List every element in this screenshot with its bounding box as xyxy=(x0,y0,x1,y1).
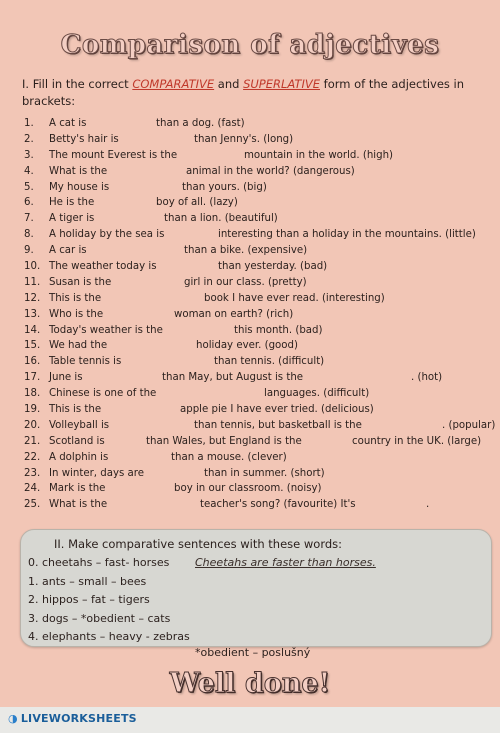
exercise1-item xyxy=(0,197,500,213)
item-text-continued: apple pie I have ever tried. (delicious) xyxy=(180,404,374,416)
exercise1-item xyxy=(0,356,500,372)
instr-superlative: SUPERLATIVE xyxy=(243,77,320,91)
item-text: Table tennis is xyxy=(49,356,122,368)
exercise1-instruction xyxy=(22,76,492,110)
vocab-note: *obedient – poslušný xyxy=(195,646,311,659)
item-text: This is the xyxy=(49,292,102,304)
instr-suffix: form of the adjectives in brackets: xyxy=(22,77,465,108)
exercise2-example-answer: Cheetahs are faster than horses. xyxy=(195,556,376,569)
item-number: 16. xyxy=(24,356,41,368)
exercise2-item-text: 3. dogs – *obedient – cats xyxy=(28,612,171,625)
item-text-continued: woman on earth? (rich) xyxy=(174,308,294,320)
item-text: The mount Everest is the xyxy=(49,149,178,161)
item-number: 17. xyxy=(24,372,41,384)
exercise1-item xyxy=(0,420,500,436)
item-text-continued: boy in our classroom. (noisy) xyxy=(174,483,322,495)
exercise1-item xyxy=(0,229,500,245)
item-text: What is the xyxy=(49,165,108,177)
exercise2-item xyxy=(28,575,483,588)
item-number: 14. xyxy=(24,324,41,336)
item-text-continued: than in summer. (short) xyxy=(204,467,325,479)
exercise1-list xyxy=(0,118,500,515)
exercise1-item xyxy=(0,213,500,229)
exercise1-item xyxy=(0,499,500,515)
instr-prefix: I. Fill in the correct xyxy=(22,77,133,91)
item-number: 1. xyxy=(24,118,34,129)
item-number: 22. xyxy=(24,451,41,463)
item-number: 11. xyxy=(24,276,41,288)
exercise2-item xyxy=(28,593,483,606)
item-text-continued: . xyxy=(426,499,430,511)
exercise1-item xyxy=(0,134,500,150)
brand-text: LIVEWORKSHEETS xyxy=(20,712,137,725)
item-text: What is the xyxy=(49,499,108,511)
item-text-continued: than a mouse. (clever) xyxy=(171,451,287,463)
item-text-continued: than yesterday. (bad) xyxy=(218,261,328,273)
item-text: Susan is the xyxy=(49,276,112,288)
liveworksheets-icon: ◑ xyxy=(8,712,18,725)
item-text-continued: book I have ever read. (interesting) xyxy=(204,292,385,304)
exercise1-item xyxy=(0,118,500,134)
item-text-continued: girl in our class. (pretty) xyxy=(184,276,307,288)
item-text: Volleyball is xyxy=(49,419,110,431)
exercise1-item xyxy=(0,452,500,468)
item-text: In winter, days are xyxy=(49,467,145,479)
exercise1-item xyxy=(0,166,500,182)
item-text-continued: than yours. (big) xyxy=(182,181,267,193)
item-text: Chinese is one of the xyxy=(49,388,157,400)
item-text: Betty's hair is xyxy=(49,133,119,145)
item-text-continued: languages. (difficult) xyxy=(264,388,370,400)
exercise1-item xyxy=(0,388,500,404)
item-number: 15. xyxy=(24,340,41,352)
item-text: June is xyxy=(49,372,83,384)
item-text-continued: than Jenny's. (long) xyxy=(194,133,294,145)
item-number: 4. xyxy=(24,165,34,177)
exercise2-item-text: 1. ants – small – bees xyxy=(28,575,147,588)
item-text: My house is xyxy=(49,181,110,193)
exercise1-item xyxy=(0,261,500,277)
item-number: 20. xyxy=(24,419,41,431)
exercise1-item xyxy=(0,436,500,452)
item-text-continued: . (popular) xyxy=(442,419,496,431)
instr-comparative: COMPARATIVE xyxy=(132,77,215,91)
item-text: A holiday by the sea is xyxy=(49,229,165,241)
item-number: 10. xyxy=(24,261,41,273)
exercise2-item-text: 4. elephants – heavy - zebras xyxy=(28,630,190,643)
item-text-continued: . (hot) xyxy=(411,372,443,384)
item-text-continued: interesting than a holiday in the mountains. (little) xyxy=(218,229,476,241)
exercise1-item xyxy=(0,309,500,325)
item-text: Mark is the xyxy=(49,483,106,495)
item-number: 19. xyxy=(24,404,41,416)
item-text: Who is the xyxy=(49,308,104,320)
item-number: 25. xyxy=(24,499,41,511)
exercise2-item xyxy=(28,556,483,569)
exercise1-item xyxy=(0,245,500,261)
exercise1-item xyxy=(0,325,500,341)
exercise2-item-text: 0. cheetahs – fast- horses xyxy=(28,556,170,569)
item-number: 3. xyxy=(24,149,34,161)
item-number: 9. xyxy=(24,245,34,257)
item-text: Scotland is xyxy=(49,435,105,447)
item-number: 8. xyxy=(24,229,34,241)
exercise1-item xyxy=(0,150,500,166)
item-number: 12. xyxy=(24,292,41,304)
liveworksheets-logo[interactable] xyxy=(8,712,137,725)
item-text-continued: this month. (bad) xyxy=(234,324,323,336)
exercise1-item xyxy=(0,182,500,198)
well-done-text: Well done! xyxy=(169,668,331,699)
exercise2-box xyxy=(20,529,492,647)
worksheet-title: Comparison of adjectives xyxy=(60,30,440,60)
item-number: 23. xyxy=(24,467,41,479)
exercise2-item-text: 2. hippos – fat – tigers xyxy=(28,593,150,606)
exercise1-item xyxy=(0,293,500,309)
exercise2-heading: II. Make comparative sentences with these words: xyxy=(54,537,343,551)
exercise1-item xyxy=(0,468,500,484)
item-number: 2. xyxy=(24,133,34,145)
item-text-continued: than May, but August is the xyxy=(162,372,304,384)
item-number: 7. xyxy=(24,213,34,225)
item-text-continued: than a bike. (expensive) xyxy=(184,245,308,257)
item-text: We had the xyxy=(49,340,108,352)
item-text-continued: country in the UK. (large) xyxy=(352,435,482,447)
item-text-continued: than a lion. (beautiful) xyxy=(164,213,278,225)
item-text-continued: teacher's song? (favourite) It's xyxy=(200,499,356,511)
item-text: A dolphin is xyxy=(49,451,109,463)
item-text-continued: boy of all. (lazy) xyxy=(156,197,238,209)
item-text: This is the xyxy=(49,404,102,416)
item-number: 21. xyxy=(24,435,41,447)
item-number: 5. xyxy=(24,181,34,193)
item-number: 18. xyxy=(24,388,41,400)
item-text-continued: holiday ever. (good) xyxy=(196,340,298,352)
exercise1-item xyxy=(0,372,500,388)
exercise1-item xyxy=(0,340,500,356)
item-number: 13. xyxy=(24,308,41,320)
item-text: A car is xyxy=(49,245,87,257)
exercise2-item xyxy=(28,612,483,625)
item-text: The weather today is xyxy=(49,261,157,273)
exercise1-item xyxy=(0,483,500,499)
item-text-continued: than tennis. (difficult) xyxy=(214,356,325,368)
exercise1-item xyxy=(0,404,500,420)
item-text-continued: than tennis, but basketball is the xyxy=(194,419,362,431)
item-text: He is the xyxy=(49,197,95,209)
instr-and: and xyxy=(214,77,244,91)
item-number: 24. xyxy=(24,483,41,495)
footer-bar xyxy=(0,707,500,733)
exercise1-item xyxy=(0,277,500,293)
item-text: A tiger is xyxy=(49,213,95,225)
exercise2-item xyxy=(28,630,483,643)
item-text-continued: mountain in the world. (high) xyxy=(244,149,394,161)
item-text-continued: than Wales, but England is the xyxy=(146,435,302,447)
item-text-continued: animal in the world? (dangerous) xyxy=(186,165,355,177)
item-text-continued: than a dog. (fast) xyxy=(156,118,245,129)
item-text: Today's weather is the xyxy=(49,324,163,336)
item-number: 6. xyxy=(24,197,34,209)
item-text: A cat is xyxy=(49,118,87,129)
